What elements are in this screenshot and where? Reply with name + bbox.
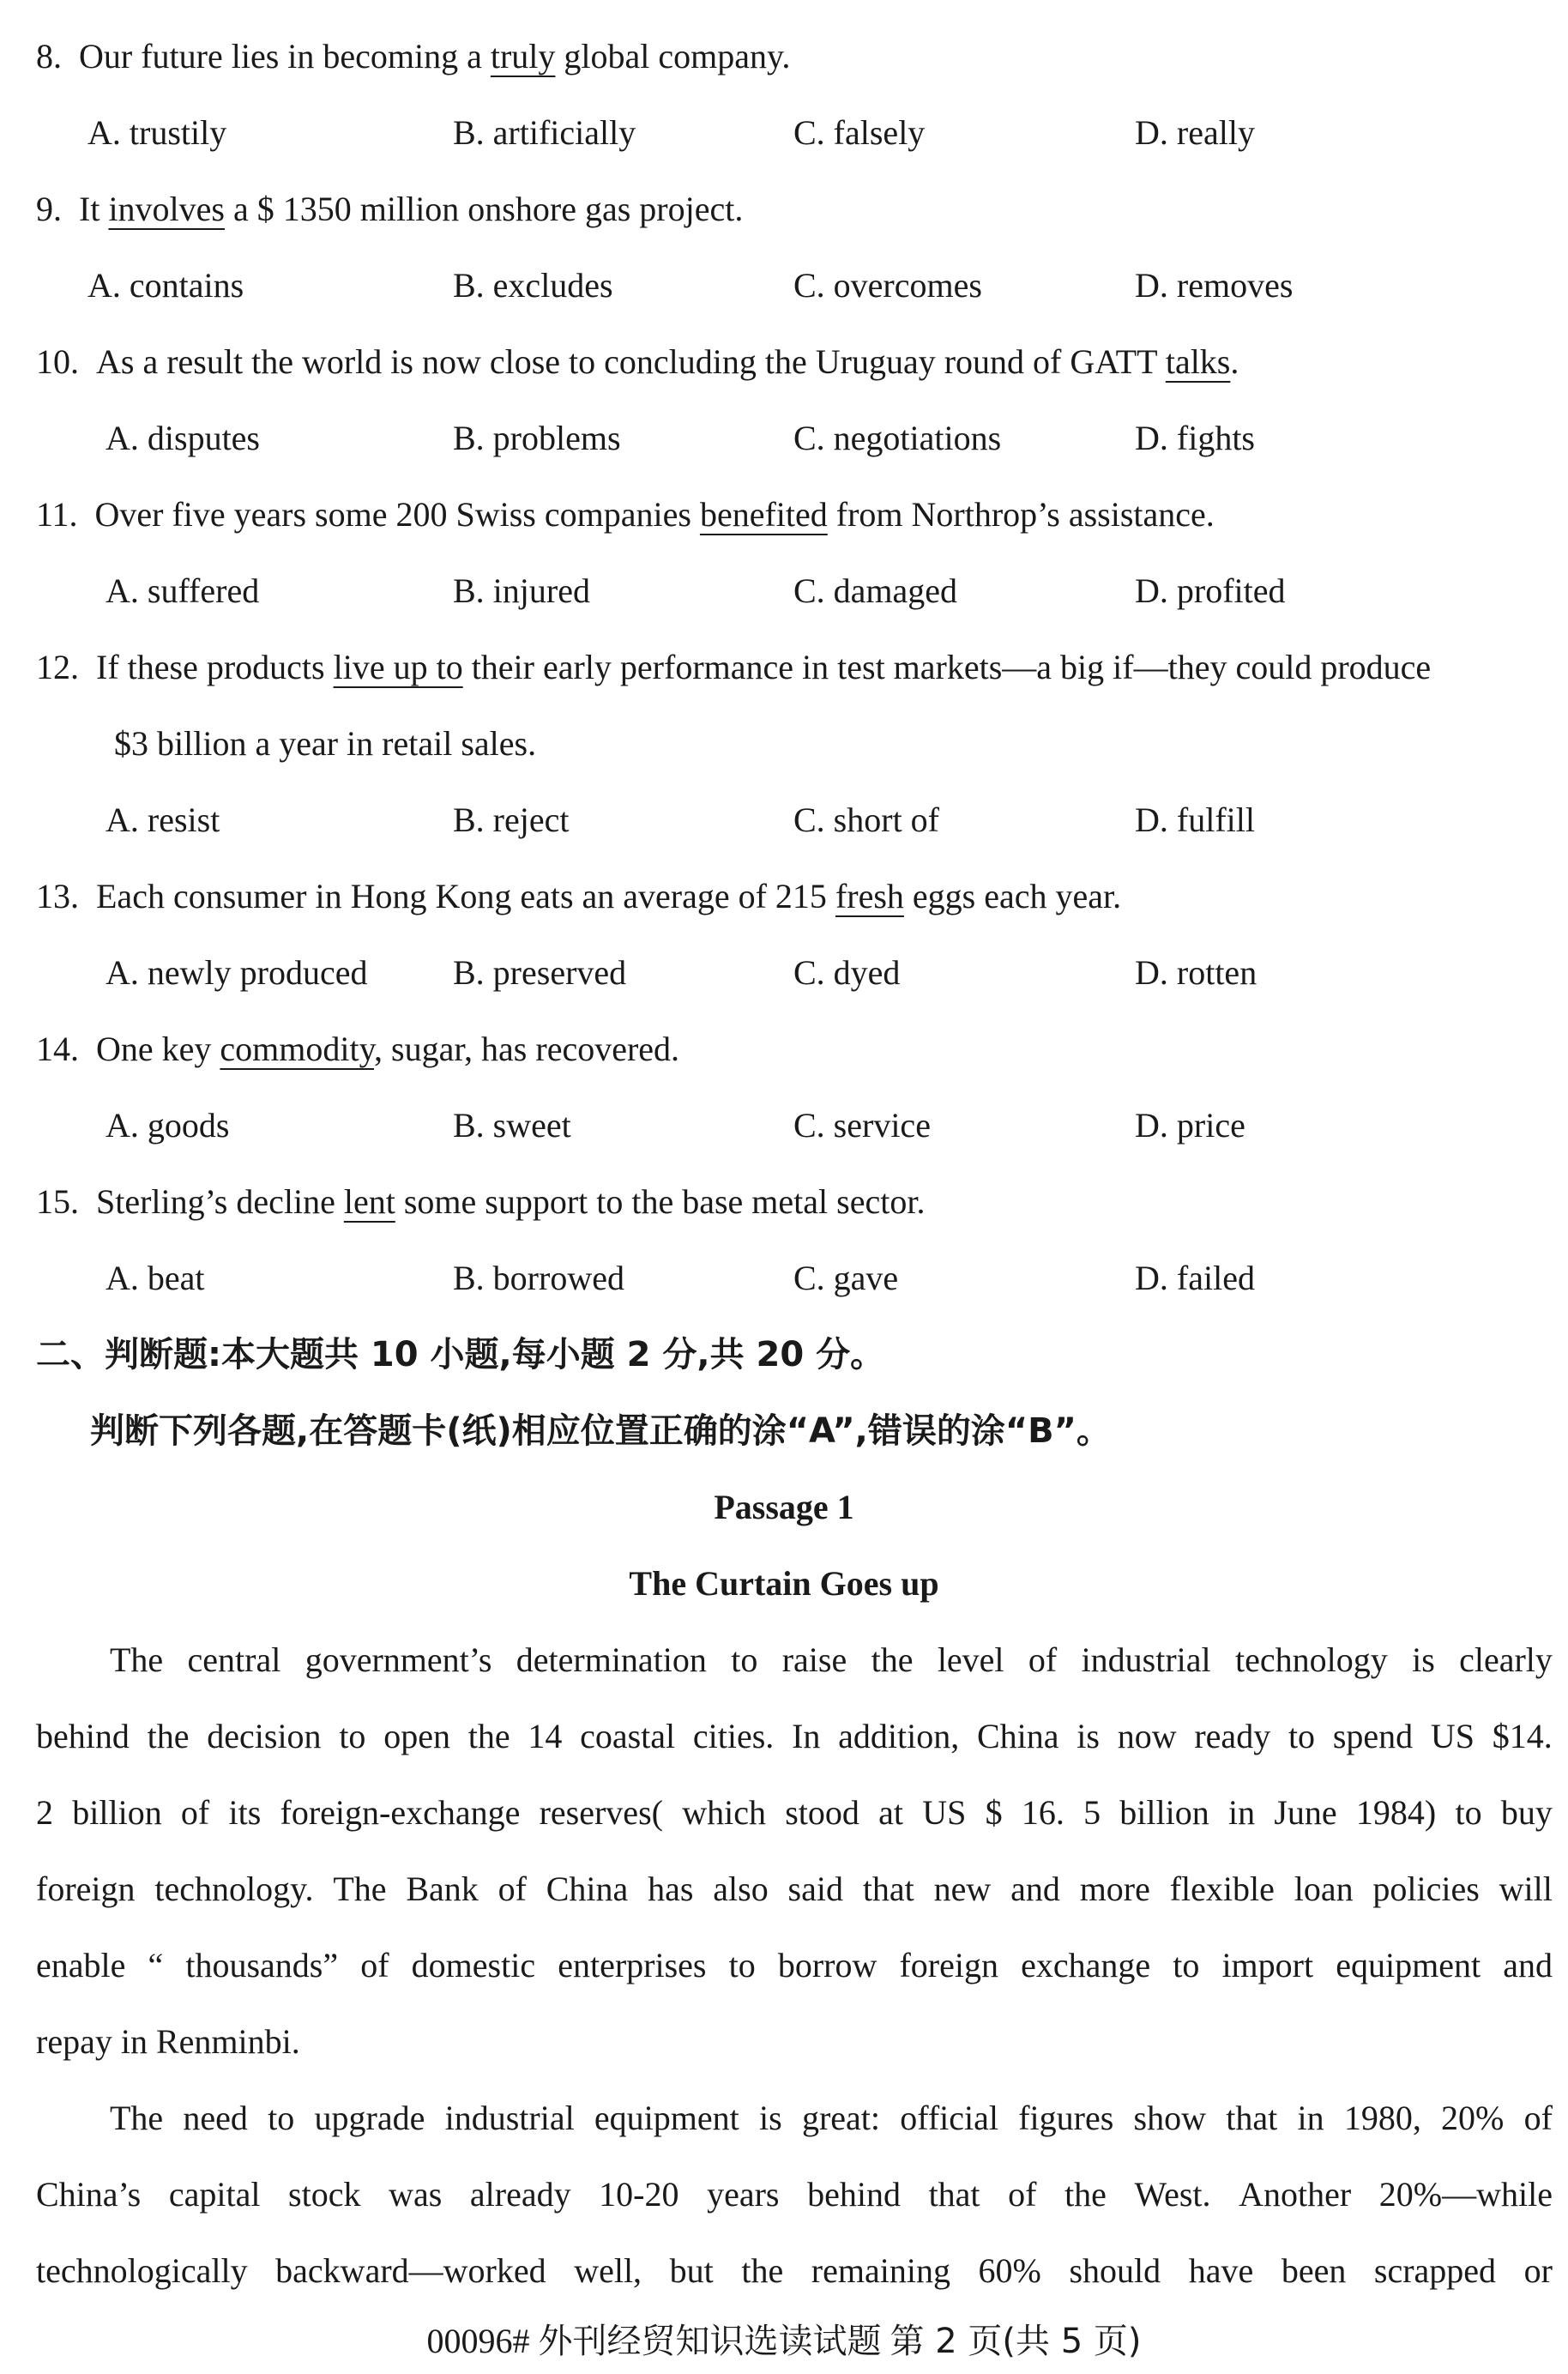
option-b: B. borrowed — [453, 1259, 624, 1297]
option-a: A. disputes — [106, 419, 260, 457]
question-number: 10. — [36, 342, 79, 381]
paragraph-line: The central government’s determination to raise the level of industrial technology is clearly — [110, 1640, 1553, 1679]
option-b: B. preserved — [453, 953, 627, 992]
option-a: A. suffered — [106, 571, 260, 610]
option-a: A. goods — [106, 1106, 230, 1145]
question-10: 10. As a result the world is now close to concluding the Uruguay round of GATT talks. — [36, 342, 1239, 381]
question-12: 12. If these products live up to their early performance in test markets—a big if—they could produce — [36, 648, 1432, 686]
option-c: C. overcomes — [793, 266, 982, 305]
question-8: 8. Our future lies in becoming a truly global company. — [36, 37, 791, 76]
question-11: 11. Over five years some 200 Swiss companies benefited from Northrop’s assistance. — [36, 495, 1215, 534]
option-b: B. reject — [453, 800, 570, 839]
option-d: D. removes — [1135, 266, 1294, 305]
section-instruction: 判断下列各题,在答题卡(纸)相应位置正确的涂“A”,错误的涂“B”。 — [90, 1411, 1111, 1451]
exam-code: 00096# — [426, 2322, 530, 2360]
paragraph-line: China’s capital stock was already 10-20 years behind that of the West. Another 20%—while — [36, 2175, 1553, 2214]
question-number: 13. — [36, 877, 79, 915]
question-number: 11. — [36, 495, 78, 534]
question-15: 15. Sterling’s decline lent some support to the base metal sector. — [36, 1182, 926, 1221]
underlined-term: truly — [490, 37, 556, 76]
paragraph-line: 2 billion of its foreign-exchange reserves( which stood at US $ 16. 5 billion in June 1984) to buy — [36, 1793, 1553, 1832]
option-b: B. problems — [453, 419, 621, 457]
option-b: B. artificially — [453, 113, 636, 152]
underlined-term: benefited — [699, 495, 828, 534]
question-14: 14. One key commodity, sugar, has recovered. — [36, 1030, 680, 1068]
section-heading: 二、判断题:本大题共 10 小题,每小题 2 分,共 20 分。 — [36, 1335, 885, 1374]
option-b: B. sweet — [453, 1106, 571, 1145]
page-footer — [0, 2319, 1568, 2364]
option-c: C. damaged — [793, 571, 958, 610]
underlined-term: involves — [108, 190, 225, 228]
paragraph-line: foreign technology. The Bank of China has also said that new and more flexible loan policies will — [36, 1870, 1553, 1908]
option-a: A. contains — [87, 266, 244, 305]
option-c: C. falsely — [793, 113, 926, 152]
option-b: B. excludes — [453, 266, 613, 305]
underlined-term: talks — [1165, 342, 1231, 381]
paragraph-line: enable “ thousands” of domestic enterprises to borrow foreign exchange to import equipment and — [36, 1946, 1553, 1984]
question-12-continuation: $3 billion a year in retail sales. — [114, 724, 537, 763]
question-9: 9. It involves a $ 1350 million onshore gas project. — [36, 190, 744, 228]
option-d: D. failed — [1135, 1259, 1255, 1297]
question-number: 12. — [36, 648, 79, 686]
option-d: D. profited — [1135, 571, 1286, 610]
passage-title: The Curtain Goes up — [629, 1564, 939, 1603]
underlined-term: live up to — [333, 648, 463, 686]
underlined-term: fresh — [835, 877, 904, 915]
paragraph-line: behind the decision to open the 14 coastal cities. In addition, China is now ready to spend US $14. — [36, 1717, 1553, 1755]
question-number: 8. — [36, 37, 62, 76]
option-a: A. trustily — [87, 113, 227, 152]
option-a: A. newly produced — [106, 953, 368, 992]
underlined-term: lent — [343, 1182, 395, 1221]
question-number: 15. — [36, 1182, 79, 1221]
option-c: C. service — [793, 1106, 931, 1145]
exam-title: 外刊经贸知识选读试题 — [538, 2322, 882, 2361]
option-c: C. short of — [793, 800, 939, 839]
paragraph-line: The need to upgrade industrial equipment is great: official figures show that in 1980, 20% of — [110, 2099, 1553, 2137]
question-number: 14. — [36, 1030, 79, 1068]
option-d: D. really — [1135, 113, 1255, 152]
option-c: C. gave — [793, 1259, 899, 1297]
question-13: 13. Each consumer in Hong Kong eats an average of 215 fresh eggs each year. — [36, 877, 1122, 915]
option-d: D. fights — [1135, 419, 1255, 457]
option-c: C. dyed — [793, 953, 901, 992]
option-a: A. resist — [106, 800, 220, 839]
underlined-term: commodity — [220, 1030, 375, 1068]
paragraph-line: technologically backward—worked well, but the remaining 60% should have been scrapped or — [36, 2251, 1553, 2290]
passage-label: Passage 1 — [714, 1488, 854, 1526]
option-d: D. price — [1135, 1106, 1245, 1145]
option-b: B. injured — [453, 571, 590, 610]
page-number: 第 2 页(共 5 页) — [890, 2322, 1142, 2361]
option-a: A. beat — [106, 1259, 205, 1297]
option-d: D. rotten — [1135, 953, 1257, 992]
question-number: 9. — [36, 190, 62, 228]
option-d: D. fulfill — [1135, 800, 1255, 839]
option-c: C. negotiations — [793, 419, 1002, 457]
paragraph-line: repay in Renminbi. — [36, 2022, 300, 2061]
